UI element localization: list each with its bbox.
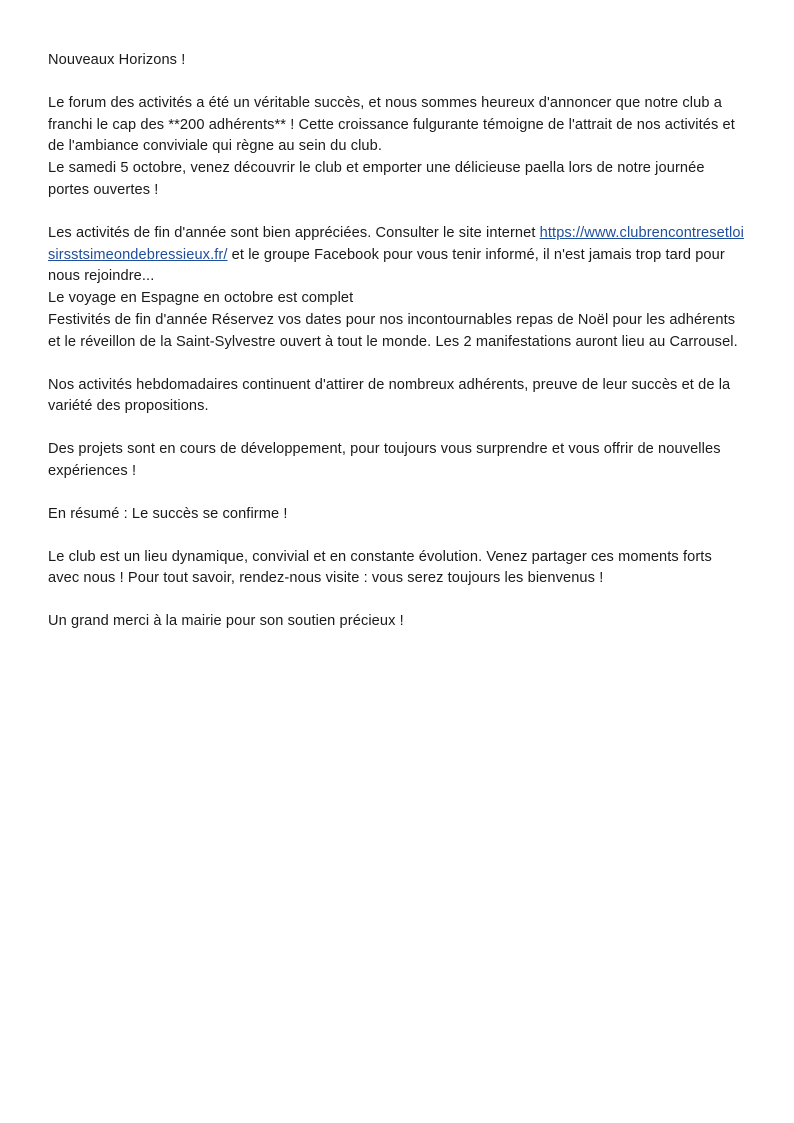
remerciement-paragraph: Un grand merci à la mairie pour son soutien précieux ! <box>48 613 404 630</box>
club-dynamique-paragraph: Le club est un lieu dynamique, convivial et en constante évolution. Venez partager ces moments forts avec nous ! Pour tout savoir, rendez-nous visite : vous serez toujours les bienvenus ! <box>48 548 712 587</box>
paragraph-spacer <box>48 526 746 547</box>
paragraph-spacer <box>48 72 746 93</box>
paragraph-spacer <box>48 418 746 439</box>
forum-paragraph: Le forum des activités a été un véritable succès, et nous sommes heureux d'annoncer que notre club a franchi le cap des **200 adhérents** ! Cette croissance fulgurante témoigne de l'attrait de nos activités et de l'ambiance conviviale qui règne au sein du club. <box>48 94 735 155</box>
resume-paragraph: En résumé : Le succès se confirme ! <box>48 505 288 522</box>
activites-text-after-link: et le groupe Facebook pour vous tenir informé, il n'est jamais trop tard pour nous rejoindre... <box>48 246 725 285</box>
paragraph-spacer <box>48 590 746 611</box>
activites-text-before-link: Les activités de fin d'année sont bien appréciées. Consulter le site internet <box>48 224 540 241</box>
paragraph-spacer <box>48 483 746 504</box>
projets-paragraph: Des projets sont en cours de développement, pour toujours vous surprendre et vous offrir de nouvelles expériences ! <box>48 441 721 479</box>
paragraph-spacer <box>48 202 746 223</box>
portes-ouvertes-paragraph: Le samedi 5 octobre, venez découvrir le club et emporter une délicieuse paella lors de notre journée portes ouvertes ! <box>48 160 705 198</box>
document-body <box>48 50 746 633</box>
activites-fin-annee-paragraph <box>48 223 746 288</box>
intro-line: Nouveaux Horizons ! <box>48 52 186 68</box>
paragraph-spacer <box>48 354 746 375</box>
club-website-link[interactable]: https://www.clubrencontresetloisirsstsimeondebressieux.fr/ <box>48 224 744 263</box>
voyage-espagne-paragraph: Le voyage en Espagne en octobre est complet <box>48 290 354 307</box>
activites-hebdomadaires-paragraph: Nos activités hebdomadaires continuent d'attirer de nombreux adhérents, preuve de leur succès et de la variété des propositions. <box>48 376 731 415</box>
festivites-paragraph: Festivités de fin d'année Réservez vos dates pour nos incontournables repas de Noël pour les adhérents et le réveillon de la Saint-Sylvestre ouvert à tout le monde. Les 2 manifestations auront lieu au Carrousel. <box>48 311 738 350</box>
